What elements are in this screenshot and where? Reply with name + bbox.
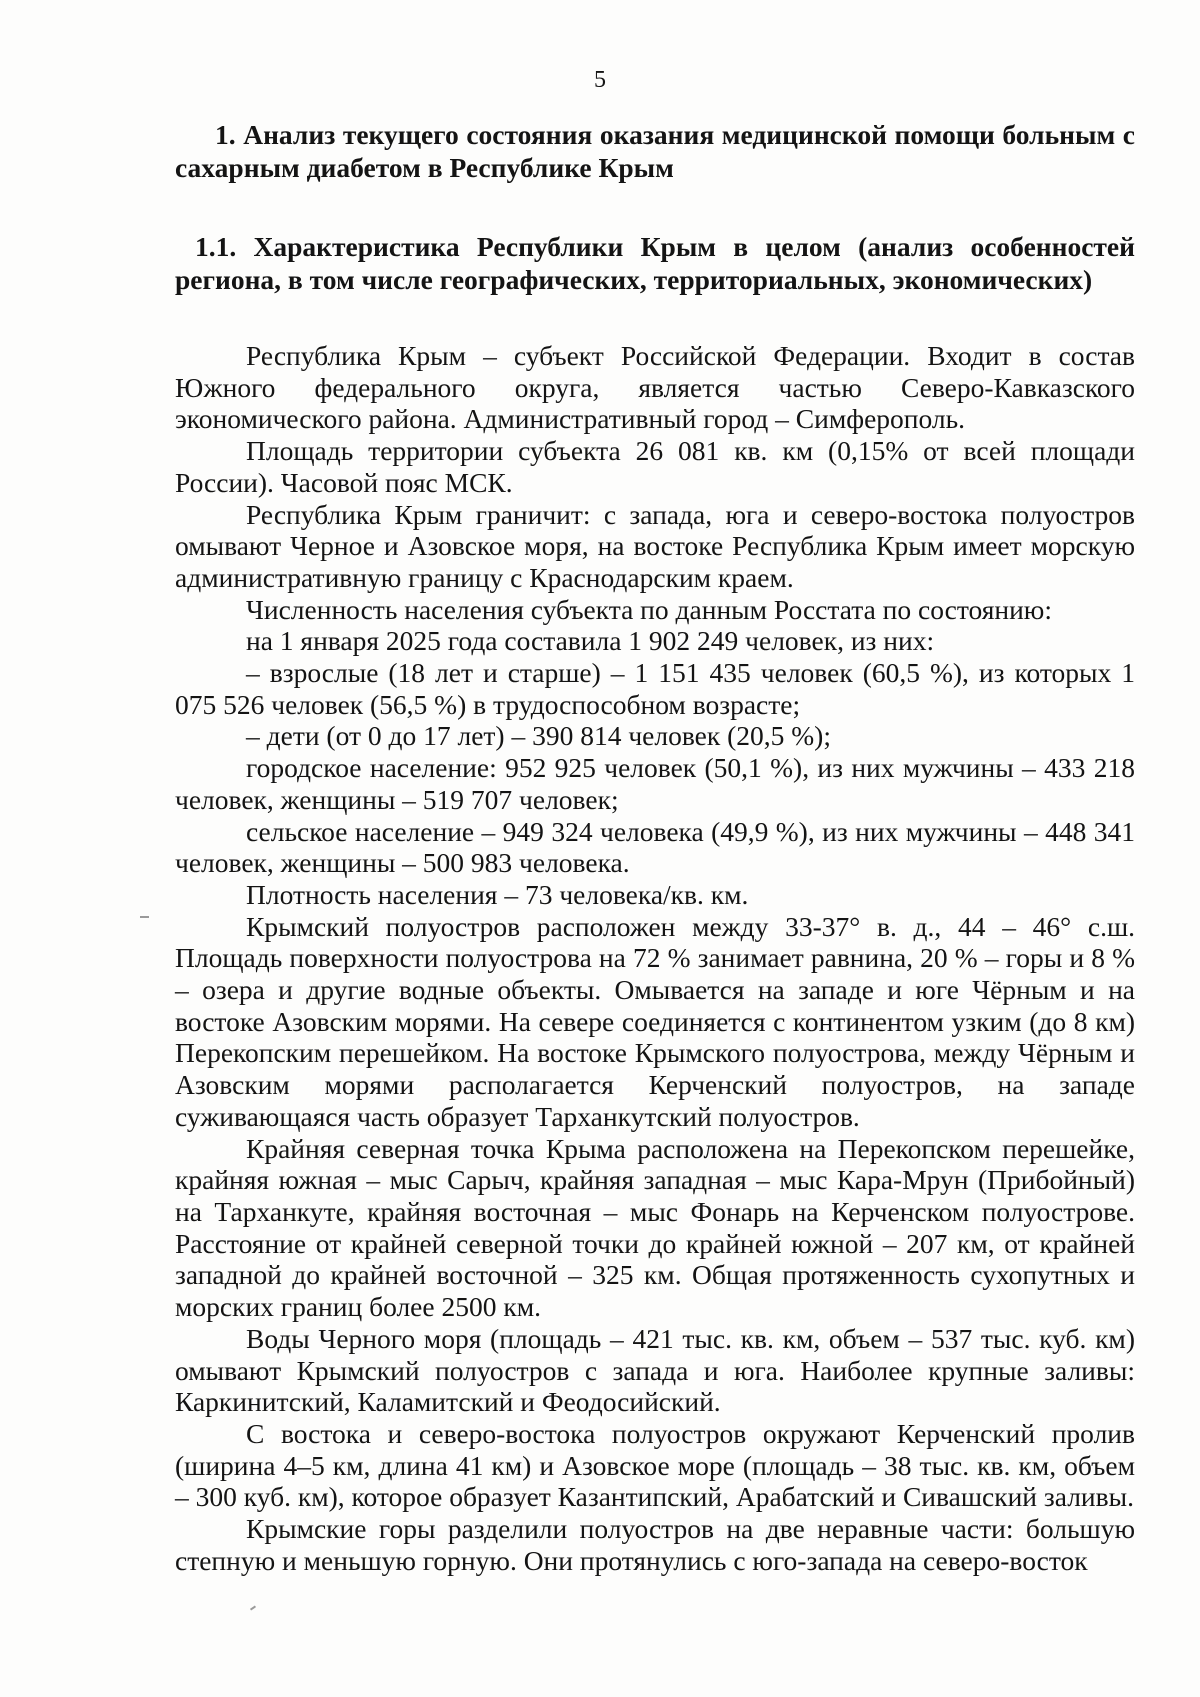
document-body xyxy=(175,118,1135,1576)
scan-speck xyxy=(140,916,149,918)
paragraph: – взрослые (18 лет и старше) – 1 151 435 человек (60,5 %), из которых 1 075 526 человек (56,5 %) в трудоспособном возрасте; xyxy=(175,657,1135,720)
paragraph: Численность населения субъекта по данным Росстата по состоянию: xyxy=(246,593,1052,625)
paragraph: сельское население – 949 324 человека (49,9 %), из них мужчины – 448 341 человек, женщины – 500 983 человека. xyxy=(175,815,1135,879)
paragraph: Воды Черного моря (площадь – 421 тыс. кв. км, объем – 537 тыс. куб. км) омывают Крымский полуостров с запада и юга. Наиболее крупные заливы: Каркинитский, Каламитский и Феодосийский. xyxy=(175,1322,1135,1418)
paragraph: Крымские горы разделили полуостров на две неравные части: большую степную и меньшую горную. Они протянулись с юго-запада на северо-восток xyxy=(175,1513,1135,1576)
paragraph: Плотность населения – 73 человека/кв. км. xyxy=(246,878,749,910)
scan-speck xyxy=(250,1605,256,1610)
page-number: 5 xyxy=(594,67,606,93)
paragraph: городское население: 952 925 человек (50,1 %), из них мужчины – 433 218 человек, женщины – 519 707 человек; xyxy=(175,752,1135,815)
paragraph: Республика Крым – субъект Российской Федерации. Входит в состав Южного федерального округа, является частью Северо-Кавказского экономического района. Административный город – Симферополь. xyxy=(175,340,1135,435)
paragraph: на 1 января 2025 года составила 1 902 249 человек, из них: xyxy=(246,625,935,657)
paragraph: Площадь территории субъекта 26 081 кв. км (0,15% от всей площади России). Часовой пояс МСК. xyxy=(175,435,1135,498)
paragraph: С востока и северо-востока полуостров окружают Керченский пролив (ширина 4–5 км, длина 41 км) и Азовское море (площадь – 38 тыс. кв. км, объем – 300 куб. км), которое образует Казантипский, Арабатский и Сивашский заливы. xyxy=(175,1417,1135,1513)
paragraph: Республика Крым граничит: с запада, юга и северо-востока полуостров омывают Черное и Азовское моря, на востоке Республика Крым имеет морскую административную границу с Краснодарским краем. xyxy=(175,498,1135,593)
paragraph: – дети (от 0 до 17 лет) – 390 814 человек (20,5 %); xyxy=(246,720,831,752)
paragraph: Крайняя северная точка Крыма расположена на Перекопском перешейке, крайняя южная – мыс Сарыч, крайняя западная – мыс Кара-Мрун (Прибойный) на Тарханкуте, крайняя восточная – мыс Фонарь на Керченском полуострове. Расстояние от крайней северной точки до крайней южной – 207 км, от крайней западной до крайней восточной – 325 км. Общая протяженность сухопутных и морских границ более 2500 км. xyxy=(175,1132,1135,1323)
section-heading: 1. Анализ текущего состояния оказания медицинской помощи больным с сахарным диабетом в Республике Крым xyxy=(175,119,1135,183)
subsection-heading: 1.1. Характеристика Республики Крым в целом (анализ особенностей региона, в том числе географических, территориальных, экономических) xyxy=(175,231,1135,295)
paragraph: Крымский полуостров расположен между 33-37° в. д., 44 – 46° с.ш. Площадь поверхности полуострова на 72 % занимает равнина, 20 % – горы и 8 % – озера и другие водные объекты. Омывается на западе и юге Чёрным и на востоке Азовским морями. На севере соединяется с континентом узким (до 8 км) Перекопским перешейком. На востоке Крымского полуострова, между Чёрным и Азовским морями располагается Керченский полуостров, на западе суживающаяся часть образует Тарханкутский полуостров. xyxy=(175,910,1135,1132)
